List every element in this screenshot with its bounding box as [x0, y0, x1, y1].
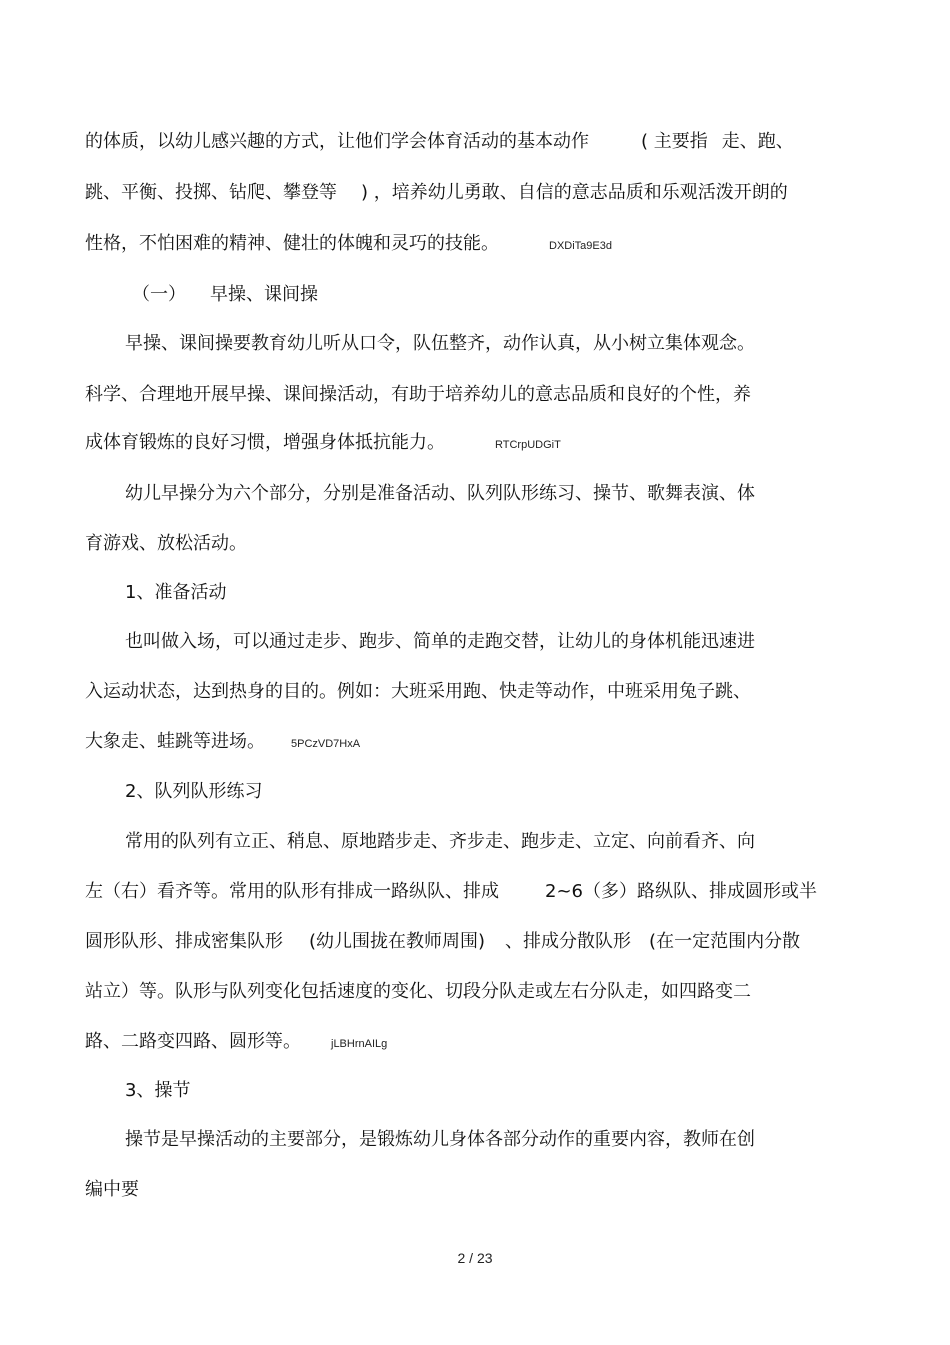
para1-line3: [85, 231, 612, 259]
para6-line2: [85, 1177, 139, 1203]
section-heading-1: [132, 282, 318, 308]
para2-line1-text: 早操、课间操要教育幼儿听从口令，队伍整齐，动作认真，从小树立集体观念。: [125, 333, 755, 354]
para2-line2-text: 科学、合理地开展早操、课间操活动，有助于培养幼儿的意志品质和良好的个性，养: [85, 384, 751, 405]
para4-code: 5PCzVD7HxA: [291, 738, 361, 750]
para2-line3-text: 成体育锻炼的良好习惯，增强身体抵抗能力。: [85, 432, 445, 453]
para5-line1-text: 常用的队列有立正、稍息、原地踏步走、齐步走、跑步走、立定、向前看齐、向: [125, 831, 755, 852]
para1-code: DXDiTa9E3d: [549, 240, 612, 252]
para2-line1: [125, 331, 755, 357]
para1-line2: [85, 180, 788, 206]
page-number: [0, 1250, 950, 1266]
para3-line1-text: 幼儿早操分为六个部分，分别是准备活动、队列队形练习、操节、歌舞表演、体: [125, 483, 755, 504]
para2-line3: [85, 430, 561, 458]
para5-line3: [85, 929, 800, 955]
para1-line3-text: 性格，不怕困难的精神、健壮的体魄和灵巧的技能。: [85, 233, 499, 254]
para5-line5: [85, 1029, 387, 1057]
para5-line4: [85, 979, 751, 1005]
para1-line1-text: 的体质，以幼儿感兴趣的方式，让他们学会体育活动的基本动作: [85, 131, 589, 152]
para4-line3-text: 大象走、蛙跳等进场。: [85, 731, 265, 752]
para6-line1: [125, 1127, 755, 1153]
section-heading-1-number: （一）: [132, 284, 186, 305]
para5-line3-mid: 、排成分散队形: [505, 931, 632, 952]
para4-line1-text: 也叫做入场，可以通过走步、跑步、简单的走跑交替，让幼儿的身体机能迅速进: [125, 631, 755, 652]
subsection-heading-2-text: 2、队列队形练习: [125, 781, 263, 802]
para5-code: jLBHrnAILg: [331, 1038, 388, 1050]
para3-line2-text: 育游戏、放松活动。: [85, 533, 247, 554]
subsection-heading-3: [125, 1078, 190, 1104]
para2-line2: [85, 382, 751, 408]
subsection-heading-3-text: 3、操节: [125, 1080, 191, 1101]
para4-line3: [85, 729, 360, 757]
para4-line2: [85, 679, 751, 705]
para1-line1-end: 走、跑、: [721, 131, 794, 152]
subsection-heading-1: [125, 580, 226, 606]
para5-line3-text: 圆形队形、排成密集队形: [85, 931, 283, 952]
para5-line2: [85, 879, 817, 905]
page-number-text: 2 / 23: [457, 1250, 493, 1266]
para6-line2-text: 编中要: [85, 1179, 139, 1200]
para3-line2: [85, 531, 247, 557]
para5-line1: [125, 829, 755, 855]
para2-code: RTCrpUDGiT: [495, 439, 561, 451]
para4-line1: [125, 629, 755, 655]
para5-line2-text: 左（右）看齐等。常用的队形有排成一路纵队、排成: [85, 881, 499, 902]
para1-line2-end: ) ，培养幼儿勇敢、自信的意志品质和乐观活泼开朗的: [361, 182, 788, 203]
para6-line1-text: 操节是早操活动的主要部分，是锻炼幼儿身体各部分动作的重要内容，教师在创: [125, 1129, 755, 1150]
para5-line5-text: 路、二路变四路、圆形等。: [85, 1031, 301, 1052]
para1-line1-bracket: ( 主要指: [641, 131, 708, 152]
para5-line4-text: 站立）等。队形与队列变化包括速度的变化、切段分队走或左右分队走，如四路变二: [85, 981, 751, 1002]
subsection-heading-2: [125, 779, 262, 805]
subsection-heading-1-text: 1、准备活动: [125, 582, 227, 603]
para4-line2-text: 入运动状态，达到热身的目的。例如：大班采用跑、快走等动作，中班采用兔子跳、: [85, 681, 751, 702]
para5-line3-end: (在一定范围内分散: [649, 931, 801, 952]
para1-line2-text: 跳、平衡、投掷、钻爬、攀登等: [85, 182, 337, 203]
para3-line1: [125, 481, 755, 507]
para5-line3-paren: (幼儿围拢在教师周围): [309, 931, 486, 952]
para1-line1: [85, 129, 794, 155]
section-heading-1-text: 早操、课间操: [210, 284, 318, 305]
para5-line2-end: 2~6（多）路纵队、排成圆形或半: [545, 881, 817, 902]
